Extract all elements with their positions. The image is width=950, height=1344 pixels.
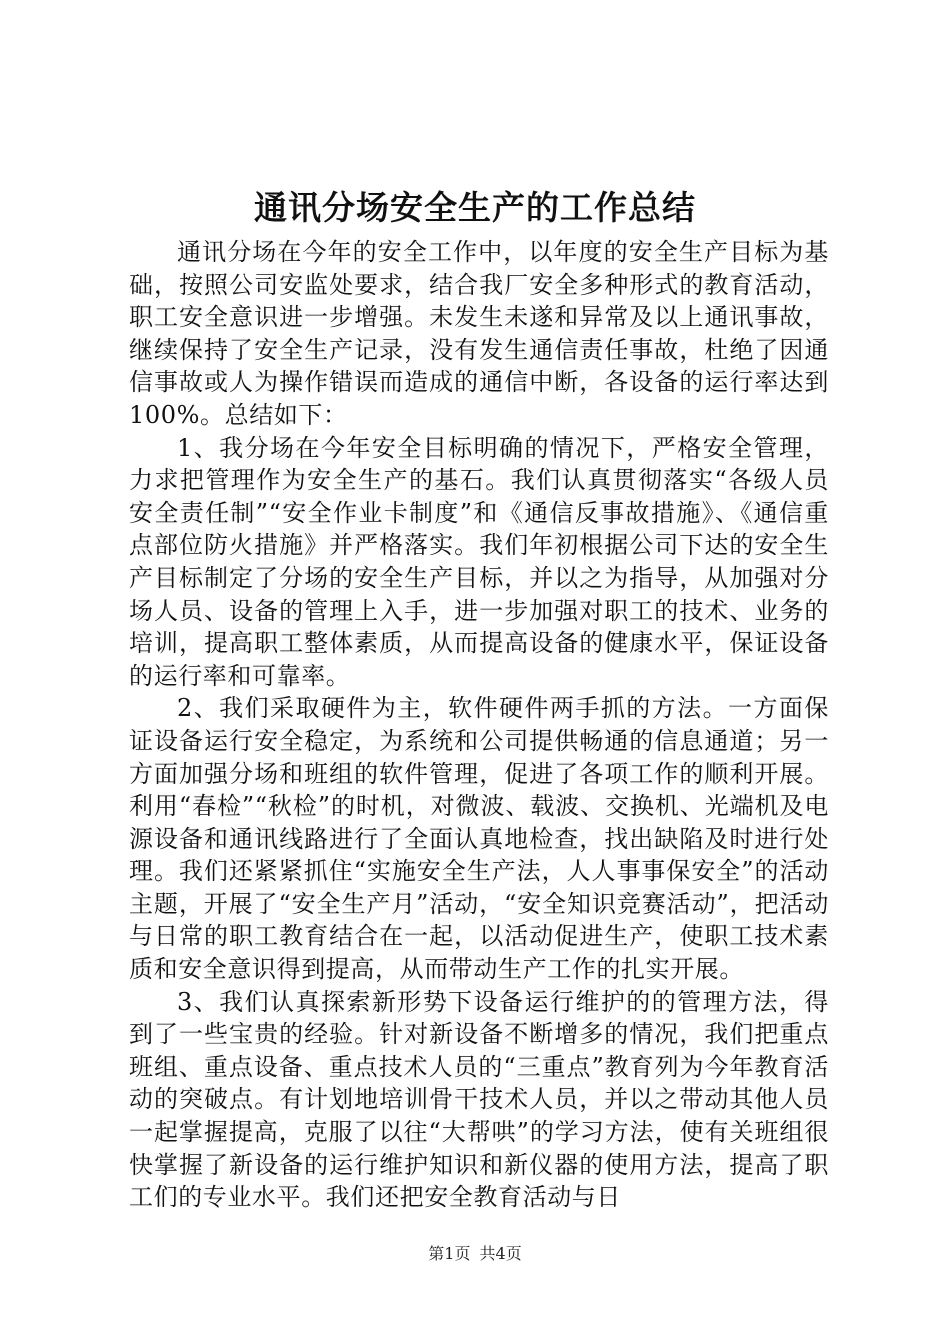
page-number-total: 共4页 bbox=[479, 1244, 522, 1263]
paragraph-item-3: 3、我们认真探索新形势下设备运行维护的的管理方法，得到了一些宝贵的经验。针对新设备不断增多的情况，我们把重点班组、重点设备、重点技术人员的“三重点”教育列为今年教育活动的突破点。有计划地培训骨干技术人员，并以之带动其他人员一起掌握提高，克服了以往“大帮哄”的学习方法，使有关班组很快掌握了新设备的运行维护知识和新仪器的使用方法，提高了职工们的专业水平。我们还把安全教育活动与日 bbox=[129, 987, 829, 1212]
paragraph-item-1: 1、我分场在今年安全目标明确的情况下，严格安全管理，力求把管理作为安全生产的基石。我们认真贯彻落实“各级人员安全责任制”“安全作业卡制度”和《通信反事故措施》、《通信重点部位防火措施》并严格落实。我们年初根据公司下达的安全生产目标制定了分场的安全生产目标，并以之为指导，从加强对分场人员、设备的管理上入手，进一步加强对职工的技术、业务的培训，提高职工整体素质，从而提高设备的健康水平，保证设备的运行率和可靠率。 bbox=[129, 433, 829, 690]
page-number-current: 第1页 bbox=[428, 1244, 471, 1263]
paragraph-item-2: 2、我们采取硬件为主，软件硬件两手抓的方法。一方面保证设备运行安全稳定，为系统和公司提供畅通的信息通道；另一方面加强分场和班组的软件管理，促进了各项工作的顺利开展。利用“春检”“秋检”的时机，对微波、载波、交换机、光端机及电源设备和通讯线路进行了全面认真地检查，找出缺陷及时进行处理。我们还紧紧抓住“实施安全生产法，人人事事保安全”的活动主题，开展了“安全生产月”活动，“安全知识竞赛活动”，把活动与日常的职工教育结合在一起，以活动促进生产，使职工技术素质和安全意识得到提高，从而带动生产工作的扎实开展。 bbox=[129, 694, 829, 984]
document-title: 通讯分场安全生产的工作总结 bbox=[254, 188, 696, 227]
paragraph-intro: 通讯分场在今年的安全工作中，以年度的安全生产目标为基础，按照公司安监处要求，结合我厂安全多种形式的教育活动，职工安全意识进一步增强。未发生未遂和异常及以上通讯事故，继续保持了安全生产记录，没有发生通信责任事故，杜绝了因通信事故或人为操作错误而造成的通信中断，各设备的运行率达到100%。总结如下： bbox=[129, 238, 829, 429]
document-body bbox=[129, 236, 829, 1214]
page-footer bbox=[0, 1244, 950, 1264]
